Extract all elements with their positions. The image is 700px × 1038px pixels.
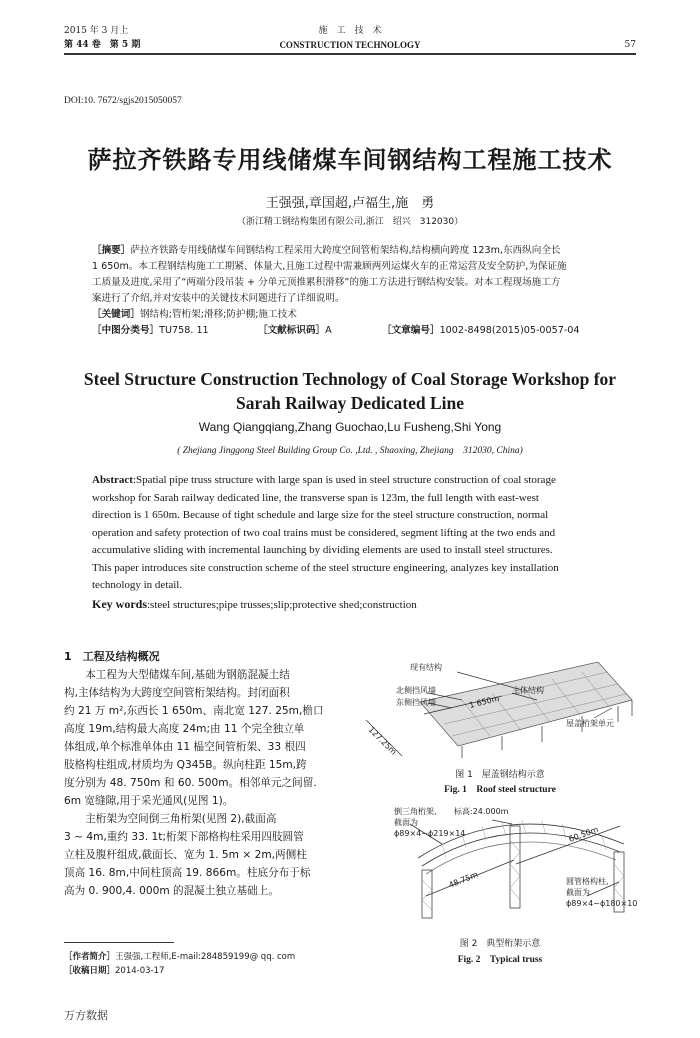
header-rule <box>64 53 636 55</box>
figure-2-typical-truss <box>362 800 638 922</box>
body-line: 肢格构柱组成,材质均为 Q345B。纵向柱距 15m,跨 <box>64 759 307 771</box>
journal-name-en: CONSTRUCTION TECHNOLOGY <box>279 40 421 50</box>
abstract-cn-line: 工质量及进度,采用了“两端分段吊装 + 分单元顶推累积滑移”的施工方法进行钢结构安装。对本工程现场施工方 <box>92 277 561 288</box>
fig2-label-span-6050: 60.50m <box>567 824 600 844</box>
keywords-en: :steel structures;pipe trusses;slip;protective shed;construction <box>147 598 417 611</box>
abstract-en-line: :Spatial pipe truss structure with large span is used in steel structure construction of coal storage <box>132 474 556 486</box>
body-line: 约 21 万 m²,东西长 1 650m、南北宽 127. 25m,檐口 <box>64 705 324 717</box>
body-line: 立柱及腹杆组成,截面长、宽为 1. 5m × 2m,两侧柱 <box>64 849 307 861</box>
abstract-cn-line: 萨拉齐铁路专用线储煤车间钢结构工程采用大跨度空间管桁架结构,结构横向跨度 123m,东西纵向全长 <box>130 245 561 256</box>
fig1-label-length: 1 650m <box>468 693 501 710</box>
body-line: 构,主体结构为大跨度空间管桁架结构。封闭面积 <box>64 687 290 699</box>
author-info-label: ［作者简介］ <box>64 952 116 962</box>
fig1-caption-cn: 图 1 屋盖钢结构示意 <box>455 770 545 780</box>
title-en-line1: Steel Structure Construction Technology of Coal Storage Workshop for <box>83 369 617 389</box>
watermark: 万方数据 <box>64 1009 108 1022</box>
abstract-en-line: accumulative sliding with incremental launching by dividing elements are used to install steel structures. <box>92 544 553 556</box>
abstract-en-line: technology in detail. <box>92 579 183 591</box>
fig2-label-column-size: ϕ89×4~ϕ180×10 <box>566 899 638 908</box>
fig1-label-main: 主体结构 <box>512 686 544 695</box>
keywords-cn: 钢结构;管桁架;滑移;防护棚;施工技术 <box>139 309 297 320</box>
clc-label: ［中图分类号］ <box>92 325 160 336</box>
fig1-label-north-wall: 北侧挡风墙 <box>396 686 436 695</box>
journal-name-cn: 施 工 技 术 <box>318 26 382 36</box>
abstract-en-line: This paper introduces site construction scheme of the steel structure engineering, analyzes key installation <box>92 561 559 574</box>
fig1-label-east-wall: 东侧挡风墙 <box>396 698 436 707</box>
abstract-cn-line: 案进行了介绍,并对安装中的关键技术问题进行了详细说明。 <box>92 293 345 304</box>
footnote-rule <box>64 942 174 943</box>
fig2-label-column: 圆管格构柱, <box>566 877 609 886</box>
received-date-label: ［收稿日期］ <box>64 966 116 976</box>
fig2-caption-en: Fig. 2 Typical truss <box>457 955 543 965</box>
doi: DOI:10. 7672/sgjs2015050057 <box>64 96 182 106</box>
body-line: 体组成,单个标准单体由 11 榀空间管桁架、33 根四 <box>64 741 306 753</box>
abstract-en-label: Abstract <box>92 474 133 486</box>
abstract-cn-line: 1 650m。本工程钢结构施工工期紧、体量大,且施工过程中需兼顾两列运煤火车的正常运营及安全防护,为保证施 <box>92 261 567 272</box>
fig2-label-truss: 倒三角桁架, <box>394 807 437 816</box>
body-line: 度分别为 48. 750m 和 60. 500m。相邻单元之间留. <box>64 777 317 789</box>
body-line: 6m 宽缝隙,用于采光通风(见图 1)。 <box>64 795 234 807</box>
fig2-caption-cn: 图 2 典型桁架示意 <box>459 939 541 949</box>
title-cn: 萨拉齐铁路专用线储煤车间钢结构工程施工技术 <box>87 146 613 174</box>
doc-code-label: ［文献标识码］ <box>258 325 326 336</box>
body-line: 高度 19m,结构最大高度 24m;由 11 个完全独立单 <box>64 723 305 735</box>
body-line: 主桁架为空间倒三角桁架(见图 2),截面高 <box>85 813 277 825</box>
volume-issue: 第 44 卷 第 5 期 <box>64 40 141 50</box>
abstract-en-line: workshop for Sarah railway dedicated line, the transverse span is 123m, the full length with east-west <box>92 491 539 504</box>
abstract-cn <box>92 243 628 339</box>
body-line: 高为 0. 900,4. 000m 的混凝土独立基础上。 <box>64 885 279 897</box>
fig1-caption-en: Fig. 1 Roof steel structure <box>444 785 556 795</box>
article-no: 1002-8498(2015)05-0057-04 <box>439 325 580 336</box>
issue-date: 2015 年 3 月上 <box>64 26 129 36</box>
body-line: 3 ~ 4m,重约 33. 1t;桁架下部格构柱采用四肢圆管 <box>64 831 304 843</box>
abstract-cn-label: ［摘要］ <box>92 245 131 256</box>
section-body <box>64 666 350 900</box>
fig2-label-column-section: 截面为 <box>566 888 590 897</box>
keywords-cn-label: ［关键词］ <box>92 309 140 320</box>
fig2-label-truss-size: ϕ89×4~ϕ219×14 <box>394 829 466 838</box>
affiliation-cn: （浙江精工钢结构集团有限公司,浙江 绍兴 312030） <box>236 217 464 227</box>
affiliation-en: ( Zhejiang Jinggong Steel Building Group Co. ,Ltd. , Shaoxing, Zhejiang 312030, China) <box>177 446 523 456</box>
title-en-line2: Sarah Railway Dedicated Line <box>236 393 464 413</box>
fig2-label-elevation: 标高:24.000m <box>454 807 509 816</box>
page-number: 57 <box>624 40 636 50</box>
fig1-label-width: 127.25m <box>366 725 399 757</box>
fig1-label-unit: 屋盖桁架单元 <box>566 719 614 728</box>
fig2-label-span-4875: 48.75m <box>447 870 480 890</box>
body-line: 顶高 16. 8m,中间柱顶高 19. 866m。柱底分布于标 <box>64 867 311 879</box>
section-heading: 1 工程及结构概况 <box>64 650 160 663</box>
body-line: 本工程为大型储煤车间,基础为钢筋混凝土结 <box>85 669 290 681</box>
fig2-label-truss-section: 截面为 <box>394 818 418 827</box>
article-no-label: ［文章编号］ <box>382 325 440 336</box>
abstract-en-line: direction is 1 650m. Because of tight schedule and large size for the steel structure construction, normal <box>92 509 549 521</box>
author-info: 王强强,工程师,E-mail:284859199@ qq. com <box>115 952 296 962</box>
received-date: 2014-03-17 <box>115 966 165 976</box>
footnotes <box>64 950 295 978</box>
doc-code: A <box>325 325 332 336</box>
clc: TU758. 11 <box>159 325 209 336</box>
abstract-en-line: operation and safety protection of two coal trains must be considered, segment lifting at the two ends and <box>92 526 556 539</box>
abstract-en <box>92 472 632 614</box>
authors-en: Wang Qiangqiang,Zhang Guochao,Lu Fusheng,Shi Yong <box>198 420 502 434</box>
fig1-label-existing: 现有结构 <box>410 663 442 672</box>
figure-1-roof-structure <box>362 660 638 760</box>
authors-cn: 王强强,章国超,卢福生,施 勇 <box>265 196 435 211</box>
keywords-en-label: Key words <box>92 596 147 611</box>
